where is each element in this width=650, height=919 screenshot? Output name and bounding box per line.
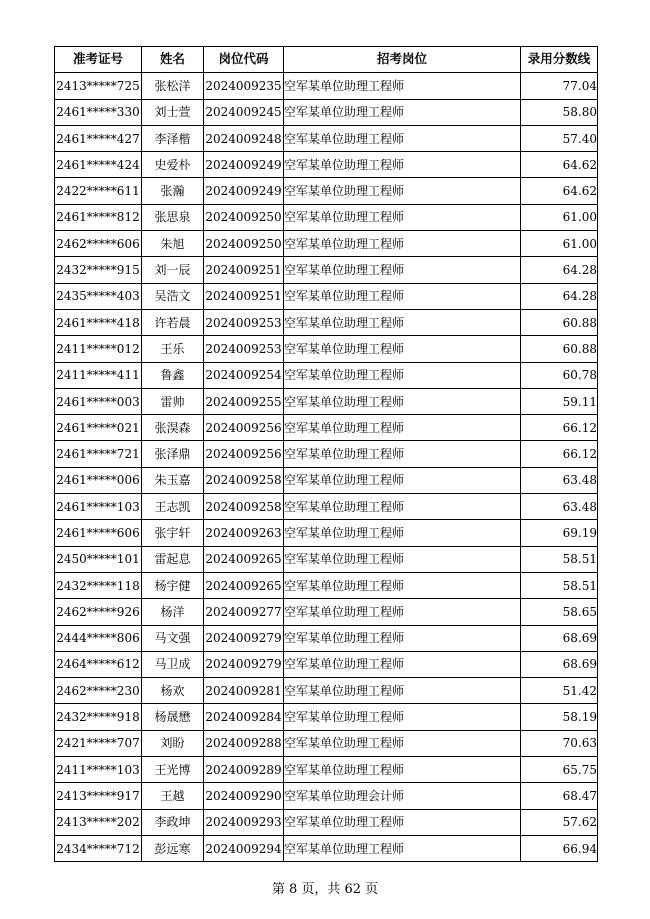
cell-post-title: 空军某单位助理会计师 <box>284 783 521 809</box>
cell-name: 彭远寒 <box>142 835 204 861</box>
cell-score-line: 64.62 <box>521 178 598 204</box>
cell-score-line: 68.47 <box>521 783 598 809</box>
cell-post-code: 2024009253 <box>204 309 284 335</box>
cell-post-title: 空军某单位助理工程师 <box>284 572 521 598</box>
cell-name: 史爱朴 <box>142 152 204 178</box>
cell-post-code: 2024009256 <box>204 441 284 467</box>
cell-exam-id: 2422*****611 <box>55 178 142 204</box>
cell-name: 鲁鑫 <box>142 362 204 388</box>
cell-exam-id: 2461*****418 <box>55 309 142 335</box>
cell-exam-id: 2464*****612 <box>55 651 142 677</box>
cell-score-line: 58.51 <box>521 546 598 572</box>
cell-score-line: 61.00 <box>521 204 598 230</box>
header-exam-id: 准考证号 <box>55 47 142 73</box>
cell-post-title: 空军某单位助理工程师 <box>284 546 521 572</box>
cell-score-line: 57.62 <box>521 809 598 835</box>
cell-post-title: 空军某单位助理工程师 <box>284 204 521 230</box>
table-row <box>55 362 598 388</box>
table-row <box>55 257 598 283</box>
cell-post-code: 2024009249 <box>204 178 284 204</box>
cell-post-title: 空军某单位助理工程师 <box>284 152 521 178</box>
cell-score-line: 60.78 <box>521 362 598 388</box>
cell-score-line: 64.62 <box>521 152 598 178</box>
cell-post-code: 2024009258 <box>204 467 284 493</box>
table-row <box>55 599 598 625</box>
cell-name: 朱旭 <box>142 231 204 257</box>
cell-exam-id: 2432*****915 <box>55 257 142 283</box>
cell-post-code: 2024009253 <box>204 336 284 362</box>
table-row <box>55 152 598 178</box>
cell-exam-id: 2413*****725 <box>55 73 142 99</box>
cell-post-title: 空军某单位助理工程师 <box>284 283 521 309</box>
cell-post-title: 空军某单位助理工程师 <box>284 678 521 704</box>
cell-score-line: 63.48 <box>521 494 598 520</box>
header-post-code: 岗位代码 <box>204 47 284 73</box>
cell-post-code: 2024009250 <box>204 231 284 257</box>
cell-score-line: 64.28 <box>521 257 598 283</box>
cell-score-line: 70.63 <box>521 730 598 756</box>
cell-post-title: 空军某单位助理工程师 <box>284 704 521 730</box>
cell-post-title: 空军某单位助理工程师 <box>284 336 521 362</box>
cell-name: 王乐 <box>142 336 204 362</box>
cell-post-title: 空军某单位助理工程师 <box>284 309 521 335</box>
cell-post-title: 空军某单位助理工程师 <box>284 73 521 99</box>
cell-name: 王光博 <box>142 757 204 783</box>
cell-score-line: 51.42 <box>521 678 598 704</box>
cell-post-code: 2024009290 <box>204 783 284 809</box>
cell-exam-id: 2421*****707 <box>55 730 142 756</box>
admission-score-table <box>54 46 598 862</box>
table-row <box>55 783 598 809</box>
cell-exam-id: 2462*****230 <box>55 678 142 704</box>
cell-post-title: 空军某单位助理工程师 <box>284 388 521 414</box>
cell-name: 王越 <box>142 783 204 809</box>
cell-score-line: 68.69 <box>521 651 598 677</box>
table-row <box>55 99 598 125</box>
cell-score-line: 58.51 <box>521 572 598 598</box>
cell-name: 李泽楷 <box>142 125 204 151</box>
cell-post-title: 空军某单位助理工程师 <box>284 257 521 283</box>
cell-name: 李政坤 <box>142 809 204 835</box>
cell-post-title: 空军某单位助理工程师 <box>284 415 521 441</box>
cell-post-title: 空军某单位助理工程师 <box>284 178 521 204</box>
table-row <box>55 704 598 730</box>
cell-score-line: 77.04 <box>521 73 598 99</box>
cell-exam-id: 2461*****427 <box>55 125 142 151</box>
cell-exam-id: 2413*****202 <box>55 809 142 835</box>
cell-post-code: 2024009289 <box>204 757 284 783</box>
cell-post-title: 空军某单位助理工程师 <box>284 809 521 835</box>
cell-name: 吴浩文 <box>142 283 204 309</box>
cell-post-code: 2024009254 <box>204 362 284 388</box>
cell-exam-id: 2432*****118 <box>55 572 142 598</box>
table-row <box>55 520 598 546</box>
header-name: 姓名 <box>142 47 204 73</box>
cell-score-line: 63.48 <box>521 467 598 493</box>
cell-post-title: 空军某单位助理工程师 <box>284 467 521 493</box>
cell-exam-id: 2461*****330 <box>55 99 142 125</box>
cell-name: 刘士萱 <box>142 99 204 125</box>
cell-post-code: 2024009279 <box>204 651 284 677</box>
cell-exam-id: 2461*****812 <box>55 204 142 230</box>
cell-post-title: 空军某单位助理工程师 <box>284 99 521 125</box>
cell-exam-id: 2462*****926 <box>55 599 142 625</box>
cell-exam-id: 2411*****411 <box>55 362 142 388</box>
cell-name: 刘一辰 <box>142 257 204 283</box>
cell-post-title: 空军某单位助理工程师 <box>284 599 521 625</box>
cell-name: 马卫成 <box>142 651 204 677</box>
cell-name: 杨晟懋 <box>142 704 204 730</box>
cell-exam-id: 2413*****917 <box>55 783 142 809</box>
cell-exam-id: 2461*****424 <box>55 152 142 178</box>
cell-name: 张泽鼎 <box>142 441 204 467</box>
cell-post-title: 空军某单位助理工程师 <box>284 441 521 467</box>
table-row <box>55 546 598 572</box>
cell-name: 杨洋 <box>142 599 204 625</box>
table-row <box>55 625 598 651</box>
cell-score-line: 60.88 <box>521 309 598 335</box>
cell-name: 马文强 <box>142 625 204 651</box>
header-post-title: 招考岗位 <box>284 47 521 73</box>
cell-score-line: 66.12 <box>521 441 598 467</box>
cell-score-line: 58.19 <box>521 704 598 730</box>
cell-score-line: 58.80 <box>521 99 598 125</box>
cell-name: 雷起息 <box>142 546 204 572</box>
cell-exam-id: 2461*****721 <box>55 441 142 467</box>
table-row <box>55 651 598 677</box>
cell-post-code: 2024009277 <box>204 599 284 625</box>
cell-post-code: 2024009245 <box>204 99 284 125</box>
cell-post-title: 空军某单位助理工程师 <box>284 231 521 257</box>
cell-post-code: 2024009265 <box>204 572 284 598</box>
cell-exam-id: 2461*****606 <box>55 520 142 546</box>
cell-exam-id: 2461*****003 <box>55 388 142 414</box>
table-row <box>55 678 598 704</box>
cell-post-code: 2024009284 <box>204 704 284 730</box>
cell-name: 雷帅 <box>142 388 204 414</box>
cell-post-code: 2024009251 <box>204 283 284 309</box>
cell-name: 张思泉 <box>142 204 204 230</box>
table-row <box>55 336 598 362</box>
cell-post-code: 2024009263 <box>204 520 284 546</box>
cell-name: 杨宇健 <box>142 572 204 598</box>
cell-name: 刘盼 <box>142 730 204 756</box>
cell-score-line: 69.19 <box>521 520 598 546</box>
cell-score-line: 61.00 <box>521 231 598 257</box>
cell-post-title: 空军某单位助理工程师 <box>284 757 521 783</box>
cell-name: 张宇轩 <box>142 520 204 546</box>
cell-score-line: 66.94 <box>521 835 598 861</box>
cell-score-line: 66.12 <box>521 415 598 441</box>
cell-post-code: 2024009288 <box>204 730 284 756</box>
table-header-row <box>55 47 598 73</box>
cell-post-code: 2024009255 <box>204 388 284 414</box>
cell-name: 王志凯 <box>142 494 204 520</box>
cell-name: 张瀚 <box>142 178 204 204</box>
cell-post-title: 空军某单位助理工程师 <box>284 520 521 546</box>
cell-post-title: 空军某单位助理工程师 <box>284 651 521 677</box>
table-row <box>55 309 598 335</box>
cell-exam-id: 2411*****103 <box>55 757 142 783</box>
table-row <box>55 572 598 598</box>
page-number: 第 8 页，共 62 页 <box>271 882 379 897</box>
table-row <box>55 73 598 99</box>
header-score-line: 录用分数线 <box>521 47 598 73</box>
cell-exam-id: 2432*****918 <box>55 704 142 730</box>
table-body <box>55 73 598 862</box>
cell-exam-id: 2411*****012 <box>55 336 142 362</box>
cell-post-code: 2024009265 <box>204 546 284 572</box>
table-row <box>55 835 598 861</box>
cell-post-code: 2024009281 <box>204 678 284 704</box>
cell-name: 杨欢 <box>142 678 204 704</box>
table-row <box>55 125 598 151</box>
cell-post-code: 2024009256 <box>204 415 284 441</box>
table-row <box>55 204 598 230</box>
cell-score-line: 64.28 <box>521 283 598 309</box>
table-row <box>55 415 598 441</box>
cell-score-line: 59.11 <box>521 388 598 414</box>
cell-post-title: 空军某单位助理工程师 <box>284 125 521 151</box>
table-row <box>55 730 598 756</box>
table-row <box>55 231 598 257</box>
cell-score-line: 57.40 <box>521 125 598 151</box>
cell-post-code: 2024009251 <box>204 257 284 283</box>
cell-post-code: 2024009258 <box>204 494 284 520</box>
table-row <box>55 467 598 493</box>
cell-score-line: 58.65 <box>521 599 598 625</box>
cell-exam-id: 2444*****806 <box>55 625 142 651</box>
cell-score-line: 68.69 <box>521 625 598 651</box>
cell-post-title: 空军某单位助理工程师 <box>284 835 521 861</box>
cell-post-title: 空军某单位助理工程师 <box>284 625 521 651</box>
cell-score-line: 60.88 <box>521 336 598 362</box>
cell-exam-id: 2461*****103 <box>55 494 142 520</box>
cell-score-line: 65.75 <box>521 757 598 783</box>
cell-exam-id: 2461*****021 <box>55 415 142 441</box>
cell-post-code: 2024009279 <box>204 625 284 651</box>
table-row <box>55 809 598 835</box>
cell-exam-id: 2461*****006 <box>55 467 142 493</box>
cell-post-code: 2024009235 <box>204 73 284 99</box>
cell-name: 朱玉嘉 <box>142 467 204 493</box>
cell-exam-id: 2462*****606 <box>55 231 142 257</box>
cell-post-title: 空军某单位助理工程师 <box>284 362 521 388</box>
table-row <box>55 178 598 204</box>
cell-exam-id: 2435*****403 <box>55 283 142 309</box>
table-row <box>55 494 598 520</box>
cell-post-code: 2024009293 <box>204 809 284 835</box>
cell-exam-id: 2434*****712 <box>55 835 142 861</box>
cell-post-title: 空军某单位助理工程师 <box>284 730 521 756</box>
cell-post-code: 2024009250 <box>204 204 284 230</box>
cell-post-code: 2024009294 <box>204 835 284 861</box>
table-row <box>55 388 598 414</box>
cell-name: 张松洋 <box>142 73 204 99</box>
cell-post-code: 2024009248 <box>204 125 284 151</box>
table-row <box>55 757 598 783</box>
cell-exam-id: 2450*****101 <box>55 546 142 572</box>
cell-post-code: 2024009249 <box>204 152 284 178</box>
cell-post-title: 空军某单位助理工程师 <box>284 494 521 520</box>
cell-name: 许若晨 <box>142 309 204 335</box>
cell-name: 张淏森 <box>142 415 204 441</box>
table-row <box>55 283 598 309</box>
table-row <box>55 441 598 467</box>
